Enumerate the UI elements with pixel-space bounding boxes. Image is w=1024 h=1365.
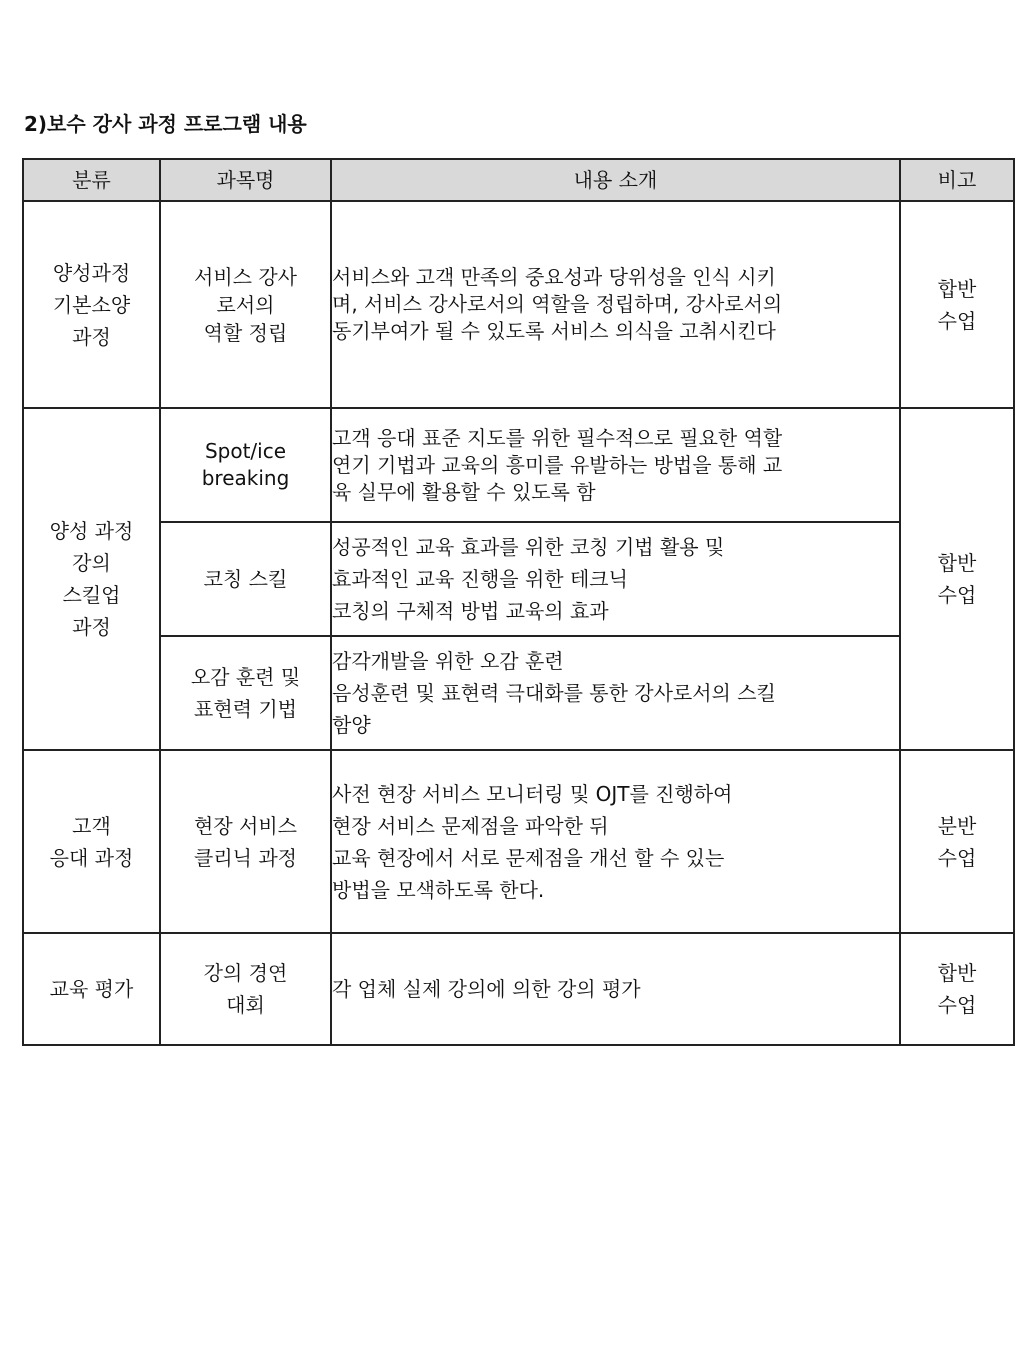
content-cell [331, 408, 900, 522]
subject-cell [160, 522, 331, 636]
category-line: 고객 [72, 813, 111, 838]
table-header-row [23, 159, 1014, 201]
subject-cell [160, 933, 331, 1045]
header-content: 내용 소개 [331, 159, 900, 201]
content-line: 함양 [332, 713, 371, 737]
subject-line: 오감 훈련 및 [190, 665, 301, 689]
table-row [23, 933, 1014, 1045]
document-title: 2)보수 강사 과정 프로그램 내용 [24, 112, 307, 136]
category-line: 강의 [72, 551, 111, 575]
table-row [23, 750, 1014, 933]
content-line: 육 실무에 활용할 수 있도록 함 [332, 479, 596, 504]
category-line: 스킬업 [62, 583, 121, 607]
category-line: 기본소양 [52, 292, 131, 317]
content-cell [331, 636, 900, 750]
category-cell [23, 201, 160, 408]
content-line: 고객 응대 표준 지도를 위한 필수적으로 필요한 역할 [332, 425, 783, 450]
subject-line: 로서의 [216, 292, 275, 317]
note-line: 합반 [937, 551, 977, 575]
note-cell [900, 750, 1014, 933]
category-cell [23, 408, 160, 750]
note-cell [900, 201, 1014, 408]
subject-line: 코칭 스킬 [203, 567, 288, 591]
content-line: 효과적인 교육 진행을 위한 테크닉 [332, 567, 628, 591]
category-line: 양성과정 [52, 260, 131, 285]
subject-line: 강의 경연 [203, 961, 288, 985]
subject-line: 현장 서비스 [194, 813, 297, 838]
note-line: 수업 [937, 308, 977, 333]
content-line: 감각개발을 위한 오감 훈련 [332, 649, 564, 673]
note-line: 수업 [937, 845, 977, 870]
content-cell [331, 522, 900, 636]
content-line: 사전 현장 서비스 모니터링 및 OJT를 진행하여 [332, 781, 733, 806]
category-line: 과정 [72, 324, 111, 349]
content-line: 며, 서비스 강사로서의 역할을 정립하며, 강사로서의 [332, 292, 783, 316]
subject-cell [160, 408, 331, 522]
subject-line: 대회 [226, 993, 265, 1017]
category-line: 응대 과정 [49, 845, 134, 870]
category-cell [23, 933, 160, 1045]
note-line: 분반 [937, 813, 977, 838]
subject-line: breaking [201, 466, 290, 490]
content-line: 성공적인 교육 효과를 위한 코칭 기법 활용 및 [332, 535, 725, 559]
category-line: 교육 평가 [49, 977, 134, 1001]
content-line: 동기부여가 될 수 있도록 서비스 의식을 고취시킨다 [332, 319, 776, 343]
subject-line: 클리닉 과정 [194, 845, 297, 870]
note-cell [900, 408, 1014, 750]
content-line: 음성훈련 및 표현력 극대화를 통한 강사로서의 스킬 [332, 681, 776, 705]
content-line: 교육 현장에서 서로 문제점을 개선 할 수 있는 [332, 845, 725, 870]
content-line: 현장 서비스 문제점을 파악한 뒤 [332, 813, 609, 838]
content-line: 각 업체 실제 강의에 의한 강의 평가 [332, 977, 641, 1001]
content-line: 연기 기법과 교육의 흥미를 유발하는 방법을 통해 교 [332, 452, 783, 477]
content-cell [331, 750, 900, 933]
note-cell [900, 933, 1014, 1045]
table-row [23, 408, 1014, 522]
note-line: 수업 [937, 993, 977, 1017]
subject-line: 서비스 강사 [194, 264, 297, 289]
content-line: 코칭의 구체적 방법 교육의 효과 [332, 599, 609, 623]
table-row [23, 201, 1014, 408]
table-row [23, 522, 1014, 636]
table-row [23, 636, 1014, 750]
subject-cell [160, 201, 331, 408]
subject-line: 역할 정립 [203, 320, 288, 345]
subject-cell [160, 750, 331, 933]
note-line: 수업 [937, 583, 977, 607]
content-line: 서비스와 고객 만족의 중요성과 당위성을 인식 시키 [332, 265, 776, 289]
note-line: 합반 [937, 276, 977, 301]
subject-cell [160, 636, 331, 750]
category-cell [23, 750, 160, 933]
subject-line: Spot/ice [204, 439, 287, 463]
category-line: 양성 과정 [49, 519, 134, 543]
note-line: 합반 [937, 961, 977, 985]
header-category: 분류 [23, 159, 160, 201]
subject-line: 표현력 기법 [194, 697, 297, 721]
content-cell [331, 201, 900, 408]
header-note: 비고 [900, 159, 1014, 201]
content-cell [331, 933, 900, 1045]
category-line: 과정 [72, 615, 111, 639]
curriculum-table [22, 158, 1015, 1046]
content-line: 방법을 모색하도록 한다. [332, 877, 545, 902]
header-subject: 과목명 [160, 159, 331, 201]
